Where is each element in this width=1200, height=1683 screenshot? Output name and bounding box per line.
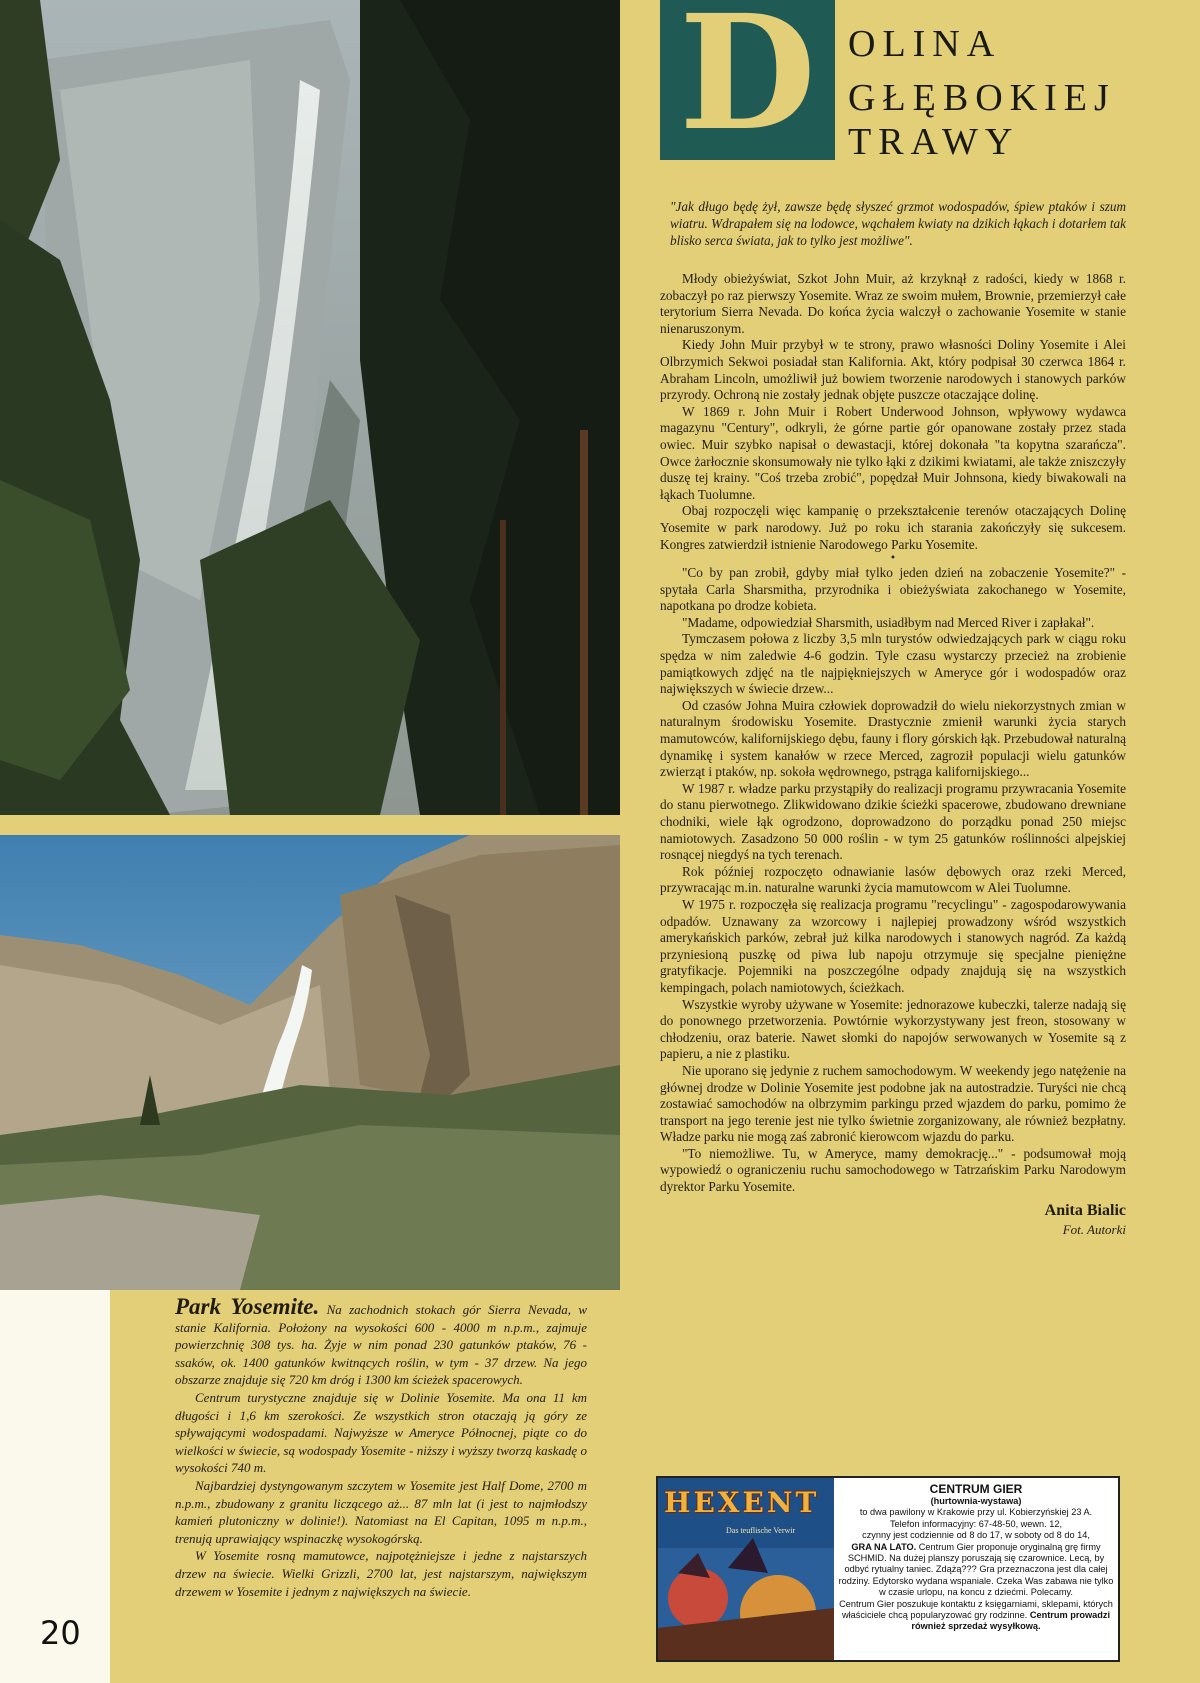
page-number: 20: [40, 1614, 81, 1652]
headline-line-2: GŁĘBOKIEJ: [848, 77, 1116, 119]
ad-promo-text: Centrum Gier proponuje oryginalną grę firmy SCHMID. Na dużej planszy poruszają się czarownice. Lecą, by odbyć rytualny taniec. Zdążą??? Gra przeznaczona jest dla całej rodziny. Edytorsko wydana wspaniale. Czeka Was zabawa nie tylko w czasie urlopu, na koncu z dziećmi. Polecamy.: [838, 1541, 1114, 1598]
caption-paragraph: W Yosemite rosną mamutowce, najpotężniejsze i jedne z najstarszych drzew na świecie. Wielki Grizzli, 2700 lat, jest najstarszym, największym drzewem w Yosemite i jednym z największych na świecie.: [175, 1548, 587, 1599]
ad-text: [838, 1482, 1114, 1633]
ad-contact-bold: Centrum prowadzi również sprzedaż wysyłkową.: [911, 1610, 1111, 1632]
dropcap-box: [660, 0, 835, 166]
article-paragraph: Rok później rozpoczęto odnawianie lasów dębowych oraz rzeki Merced, przywracając m.in. naturalne warunki życia mamutowcom w Alei Tuolumne.: [660, 863, 1126, 896]
article-paragraph: Obaj rozpoczęli więc kampanię o przekształcenie terenów otaczających Dolinę Yosemite w park narodowy. Już po roku ich starania zakończyły się sukcesem. Kongres zatwierdził istnienie Narodowego Parku Yosemite.: [660, 503, 1126, 552]
yosemite-falls-cliff-photo: [0, 835, 620, 1290]
article-paragraph: W 1987 r. władze parku przystąpiły do realizacji programu przywracania Yosemite do stanu pierwotnego. Zlikwidowano dzikie ścieżki spacerowe, zbudowano drewniane chodniki, wiele łąk ogrodzono, doprowadzono do porządku ponad 250 miejsc namiotowych. Zasadzono 50 000 roślin - w tym 25 gatunków roślinności alpejskiej rosnącej niegdyś na tych terenach.: [660, 780, 1126, 863]
article-paragraph: Wszystkie wyroby używane w Yosemite: jednorazowe kubeczki, talerze nadają się do ponownego przetworzenia. Powtórnie wykorzystywany jest freon, stosowany w chłodzeniu, oraz baterie. Nawet słomki do napojów serwowanych w Yosemite są z papieru, a nie z plastiku.: [660, 996, 1126, 1062]
ad-address: to dwa pawilony w Krakowie przy ul. Kobierzyńskiej 23 A.: [859, 1507, 1093, 1518]
ad-phone: Telefon informacyjny: 67-48-50, wewn. 12,: [889, 1518, 1063, 1529]
article-paragraph: "Co by pan zrobił, gdyby miał tylko jeden dzień na zobaczenie Yosemite?" - spytała Carla Sharsmitha, przyrodnika i obieżyświata zakochanego w Yosemite, napotkana po drodze kobieta.: [660, 565, 1126, 614]
article-paragraph: "Madame, odpowiedział Sharsmith, usiadłbym nad Merced River i zapłakał".: [682, 614, 1095, 630]
article-paragraph: Nie uporano się jedynie z ruchem samochodowym. W weekendy jego natężenie na głównej drodze w Dolinie Yosemite jest podobne jak na autostradzie. Turyści nie chcą zostawiać samochodów na olbrzymim parkingu przed wjazdem do parku, pomimo że transport na jego terenie jest nie tylko świetnie zorganizowany, ale również bezpłatny. Władze parku nie mogą zaś zabronić kierowcom wjazdu do parku.: [660, 1062, 1126, 1145]
ad-promo: [838, 1542, 1114, 1599]
ad-contact: [838, 1599, 1114, 1633]
caption-intro-text: Na zachodnich stokach gór Sierra Nevada, w stanie Kalifornia. Położony na wysokości 600 - 4000 m n.p.m., zajmuje powierzchnię 308 tys. ha. Żyje w nim ponad 230 gatunków ptaków, 76 - ssaków, ok. 1400 gatunków kwitnących roślin, w tym - 37 drzew. Na jego obszarze znajduje się 720 km dróg i 1300 km ścieżek spacerowych.: [175, 1302, 587, 1388]
photo-credit: Fot. Autorki: [1062, 1221, 1126, 1237]
dropcap-letter: D: [678, 0, 816, 166]
article-paragraph: "To niemożliwe. Tu, w Ameryce, mamy demokrację..." - podsumował moją wypowiedź o ograniczeniu ruchu samochodowego w Tatrzańskim Parku Narodowym dyrektor Parku Yosemite.: [660, 1145, 1126, 1195]
caption-intro-paragraph: [175, 1294, 587, 1389]
game-box-image: [658, 1478, 834, 1660]
waterfall-forest-photo: [0, 0, 620, 815]
ad-title: CENTRUM GIER: [929, 1482, 1023, 1496]
advertisement-centrum-gier: [656, 1476, 1120, 1662]
article-lead-quote: "Jak długo będę żył, zawsze będę słyszeć grzmot wodospadów, śpiew ptaków i szum wiatru. Wdrapałem się na lodowce, wąchałem kwiaty na dzikich łąkach i dotarłem tak blisko serca świata, jak to tylko jest możliwe".: [670, 199, 1126, 248]
article-paragraph: Tymczasem połowa z liczby 3,5 mln turystów odwiedzających park w ciągu roku spędza w nim zaledwie 4-6 godzin. Tyle czasu wystarczy przecież na zrobienie pamiątkowych zdjęć na tle najpiękniejszych w Ameryce gór i wodospadów oraz największych w świecie drzew...: [660, 631, 1126, 697]
headline-line-1: OLINA: [848, 23, 1002, 65]
ad-promo-label: GRA NA LATO.: [851, 1541, 917, 1552]
article-paragraph: Od czasów Johna Muira człowiek doprowadził do wielu niekorzystnych zmian w naturalnym środowisku Yosemite. Drastycznie zmienił warunki życia starych mamutowców, kalifornijskiego dębu, fauny i flory górskich łąk. Przebudował naturalną dynamikę i system kanałów w rzece Merced, zagroził populacji wielu gatunków zwierząt i ptaków, np. sokoła wędrownego, pstrąga kalifornijskiego...: [660, 697, 1126, 780]
ad-subtitle: (hurtownia-wystawa): [930, 1496, 1022, 1506]
headline-line-3: TRAWY: [848, 121, 1020, 163]
article-author: Anita Bialic: [1044, 1201, 1126, 1219]
caption-paragraph: Centrum turystyczne znajduje się w Dolinie Yosemite. Ma ona 11 km długości i 1,6 km szerokości. Ze wszystkich stron otaczają ją góry ze spływającymi wodospadami. Najwyższe w Ameryce Północnej, piąte co do wielkości w świecie, są wodospady Yosemite - niższy i wyższy tworzą kaskadę o wysokości 740 m.: [175, 1389, 587, 1476]
article-paragraph: Kiedy John Muir przybył w te strony, prawo własności Doliny Yosemite i Alei Olbrzymich Sekwoi posiadał stan Kalifornia. Akt, który podpisał 30 czerwca 1864 r. Abraham Lincoln, umożliwił już bowiem tworzenie narodowych i stanowych parków przyrody. Ochroną nie zostały jednak objęte puszcze otaczające dolinę.: [660, 337, 1126, 403]
ad-hours: czynny jest codziennie od 8 do 17, w soboty od 8 do 14,: [862, 1530, 1090, 1541]
caption-title: Park Yosemite.: [175, 1294, 320, 1319]
article-body: [660, 198, 1126, 1238]
game-title-logo: HEXENT: [664, 1486, 820, 1519]
caption-paragraph: Najbardziej dystyngowanym szczytem w Yosemite jest Half Dome, 2700 m n.p.m., zbudowany z granitu liczącego aż... 87 mln lat (i jest to najmłodszy kamień plutoniczny w dolinie!). Natomiast na El Capitan, 1095 m n.p.m., trenują uprawiający wspinaczkę wysokogórską.: [175, 1477, 587, 1546]
game-subtitle-logo: Das teuflische Verwir: [726, 1526, 796, 1535]
article-paragraph: Młody obieżyświat, Szkot John Muir, aż krzyknął z radości, kiedy w 1868 r. zobaczył po raz pierwszy Yosemite. Wraz ze swoim mułem, Brownie, przemierzył całe terytorium Sierra Nevada. Do końca życia walczył o zachowanie Yosemite w stanie nienaruszonym.: [660, 271, 1126, 336]
park-info-caption: [175, 1294, 587, 1600]
article-paragraph: W 1869 r. John Muir i Robert Underwood Johnson, wpływowy wydawca magazynu "Century", odkryli, że górne partie gór opanowane zostały przez stada owiec. Muir szybko napisał o dewastacji, której dokonała "ta kopytna szarańcza". Owce żarłocznie skonsumowały nie tylko łąki z dzikimi kwiatami, ale także zniszczyły duszę tej krainy. "Coś trzeba zrobić", popędzał Muir Johnsona, kiedy biwakowali na łąkach Tuolumne.: [660, 403, 1126, 502]
ad-contact-text: Centrum Gier poszukuje kontaktu z księgarniami, sklepami, których właściciele chcą popularyzować gry rodzinne.: [839, 1598, 1113, 1621]
article-paragraph: W 1975 r. rozpoczęła się realizacja programu "recyclingu" - zagospodarowywania odpadów. Uznawany za wzorcowy i najlepiej prowadzony wśród wszystkich amerykańskich parków, zebrał już kilka narodowych i stanowych nagród. Za każdą przyniesioną puszkę od piwa lub napoju otrzymuje się specjalne pieniężne gratyfikacje. Pojemniki na poszczególne odpady znajdują się na wszystkich kempingach, polach namiotowych, ścieżkach.: [660, 896, 1126, 995]
section-separator: •: [890, 553, 896, 565]
